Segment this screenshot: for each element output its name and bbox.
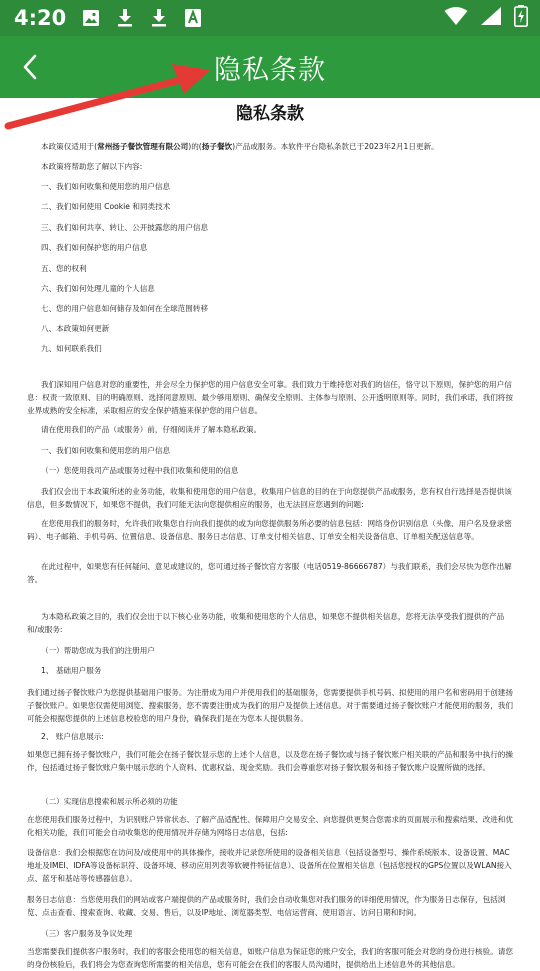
document-title: 隐私条款	[236, 104, 304, 124]
basic-service-heading: 1、 基础用户服务	[41, 666, 102, 675]
image-icon	[80, 7, 102, 29]
section-heading: 一、我们如何收集和使用您的用户信息	[41, 446, 171, 455]
contact-paragraph: 在此过程中，如果您有任何疑问、意见或建议的，您可通过扬子餐饮官方客服（电话0519-86666787）与我们联系，我们会尽快为您作出解答。	[27, 562, 512, 584]
purpose-paragraph: 为本隐私政策之目的，我们仅会出于以下核心业务功能，收集和使用您的个人信息，如果您不提供相关信息，您将无法享受我们提供的产品和/或服务:	[27, 612, 505, 634]
collect-paragraph: 我们仅会出于本政策所述的业务功能，收集和使用您的用户信息，收集用户信息的目的在于向您提供产品或服务，您有权自行选择是否提供该信息，但多数情况下，如果您不提供，我们可能无法向您提供相应的服务，也无法回应您遇到的问题:	[27, 487, 512, 509]
customer-service-heading: （三）客户服务及争议处理	[41, 929, 133, 938]
product-name: 扬子餐饮	[201, 142, 233, 151]
status-bar	[0, 0, 540, 36]
customer-service-paragraph: 当您需要我们提供客户服务时，我们的客服会使用您的相关信息，如账户信息为保证您的账户安全，我们的客服可能会对您的身份进行核验。请您的身份核验后，我们将会为您查询您所需要的相关信息，您有可能会在我们的客服人员沟通时，提供给出上述信息外的其他信息。	[27, 947, 513, 969]
read-notice: 请在使用我们的产品（或服务）前，仔细阅读并了解本隐私政策。	[41, 425, 262, 434]
toc-item: 四、我们如何保护您的用户信息	[41, 243, 148, 252]
toc-item: 二、我们如何使用 Cookie 和同类技术	[41, 202, 171, 211]
toc-item: 八、本政策如何更新	[41, 324, 110, 333]
basic-service-paragraph: 我们通过扬子餐饮账户为您提供基础用户服务。为注册成为用户并使用我们的基础服务，您需要提供手机号码、拟使用的用户名和密码用于创建扬子餐饮账户。如果您仅需使用浏览、搜索服务，您不需要注册成为我们的用户及提供上述信息。对于需要通过扬子餐饮账户才能使用的服务，我们可能会根据您提供的上述信息校验您的用户身份，确保我们是在为您本人提供服务。	[27, 688, 513, 723]
toc-item: 六、我们如何处理儿童的个人信息	[41, 284, 155, 293]
intro-paragraph: 本政策仅适用于(常州扬子餐饮管理有限公司)的(扬子餐饮)产品或服务。本软件平台隐私条款已于2023年2月1日更新。	[41, 142, 439, 151]
page-title: 隐私条款	[214, 54, 326, 86]
device-info-paragraph: 设备信息：我们会根据您在访问及/或使用中的具体操作，接收并记录您所使用的设备相关信息（包括设备型号、操作系统版本、设备设置、MAC地址及IMEI、IDFA等设备标识符、设备环境、移动应用列表等软硬件特征信息）、设备所在位置相关信息（包括您授权的GPS位置以及WLAN接入点、蓝牙和基站等传感器信息）。	[27, 848, 512, 883]
scope-paragraph: 在您使用我们的服务时，允许我们收集您自行向我们提供的或为向您提供服务所必要的信息包括：网络身份识别信息（头像、用户名及登录密码）、电子邮箱、手机号码、位置信息、设备信息、服务日志信息、订单支付相关信息、订单安全相关设备信息、订单相关配送信息等。	[27, 519, 512, 541]
account-heading: 2、 账户信息展示:	[41, 732, 104, 741]
signal-icon	[480, 6, 502, 30]
subsection-heading: （一）您使用我司产品或服务过程中我们收集和使用的信息	[41, 466, 239, 475]
toc-item: 五、您的权利	[41, 264, 87, 273]
help-line: 本政策将帮助您了解以下内容:	[41, 162, 143, 171]
commitment-paragraph: 我们深知用户信息对您的重要性，并会尽全力保护您的用户信息安全可靠。我们致力于维持您对我们的信任，恪守以下原则，保护您的用户信息：权责一致原则、目的明确原则、选择同意原则、最少够用原则、确保安全原则、主体参与原则、公开透明原则等。同时，我们承诺，我们将按业界成熟的安全标准，采取相应的安全保护措施来保护您的用户信息。	[27, 380, 513, 415]
download-icon	[148, 7, 170, 29]
display-heading: （二）实现信息搜索和展示所必须的功能	[41, 797, 178, 806]
display-paragraph: 在您使用我们服务过程中，为识别账户异常状态、了解产品适配性、保障用户交易安全、向您提供更契合您需求的页面展示和搜索结果、改进和优化相关功能，我们可能会自动收集您的使用情况并存储为网络日志信息，包括:	[27, 815, 513, 837]
account-paragraph: 如果您已拥有扬子餐饮账户，我们可能会在扬子餐饮显示您的上述个人信息，以及您在扬子餐饮或与扬子餐饮账户相关联的产品和服务中执行的操作，包括通过扬子餐饮账户集中展示您的个人资料、优惠权益、现金奖励。我们会尊重您对扬子餐饮服务和扬子餐饮账户设置所做的选择。	[27, 750, 513, 772]
download-icon	[114, 7, 136, 29]
status-time: 4:20	[14, 6, 67, 30]
toc-item: 九、如何联系我们	[41, 344, 102, 353]
document-content[interactable]	[0, 98, 540, 969]
log-info-paragraph: 服务日志信息：当您使用我们的网站或客户端提供的产品或服务时，我们会自动收集您对我们服务的详细使用情况，作为服务日志保存，包括浏览、点击查看、搜索查询、收藏、交易、售后，以及IP地址、浏览器类型、电信运营商、使用语言、访问日期和时间。	[27, 895, 506, 917]
register-heading: （一）帮助您成为我们的注册用户	[41, 646, 155, 655]
toc-item: 三、我们如何共享、转让、公开披露您的用户信息	[41, 223, 209, 232]
toc-item: 七、您的用户信息如何储存及如何在全球范围转移	[41, 304, 209, 313]
battery-charging-icon	[514, 5, 528, 31]
wifi-icon	[444, 6, 468, 30]
company-name: 常州扬子餐饮管理有限公司	[97, 142, 189, 151]
toc-item: 一、我们如何收集和使用您的用户信息	[41, 182, 171, 191]
font-app-icon	[182, 7, 204, 29]
